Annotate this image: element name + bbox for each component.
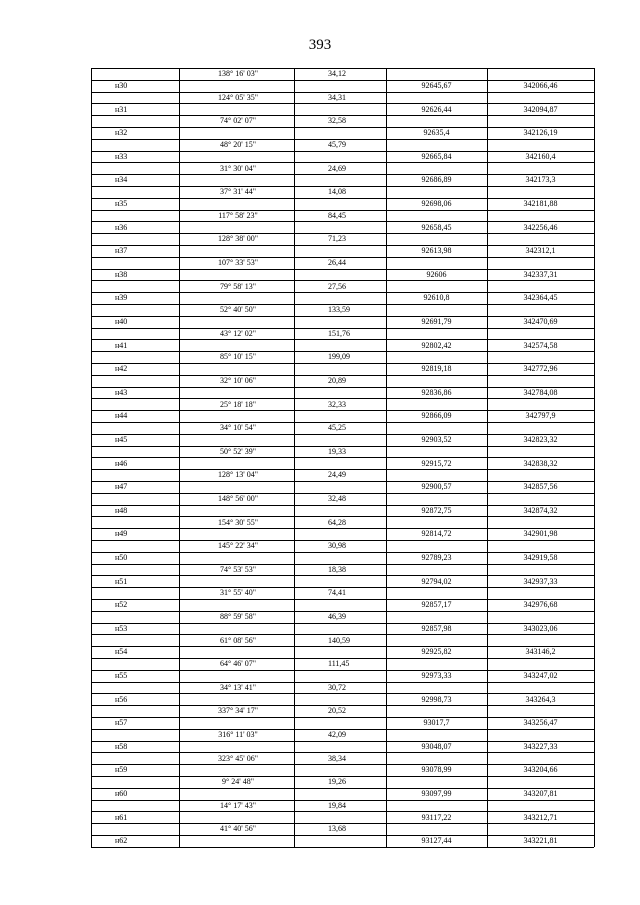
table-cell: 25° 18' 18" bbox=[220, 399, 256, 409]
table-cell: 342312,1 bbox=[525, 246, 556, 256]
table-cell: н38 bbox=[115, 269, 128, 279]
table-cell: 148° 56' 00" bbox=[218, 494, 258, 503]
table-cell: н51 bbox=[115, 576, 128, 586]
table-cell: н32 bbox=[115, 128, 128, 138]
table-cell: 92610,8 bbox=[423, 293, 450, 303]
table-cell: 64° 46' 07" bbox=[220, 659, 256, 669]
table-cell: 145° 22' 34" bbox=[218, 541, 258, 551]
table-cell: 343264,3 bbox=[525, 694, 556, 704]
table-cell: н61 bbox=[115, 812, 128, 822]
table-cell: 128° 38' 00" bbox=[218, 234, 258, 244]
table-cell: 30,72 bbox=[328, 682, 346, 692]
table-cell: 24,49 bbox=[328, 470, 346, 480]
table-cell: н33 bbox=[115, 151, 128, 161]
table-cell: н31 bbox=[115, 104, 128, 114]
table-cell: 342772,96 bbox=[523, 364, 558, 374]
table-cell: 14° 17' 43" bbox=[220, 800, 256, 810]
table-cell: н58 bbox=[115, 741, 128, 751]
table-cell: н57 bbox=[115, 718, 128, 728]
table-cell: 42,09 bbox=[328, 730, 346, 739]
page-number: 393 bbox=[308, 37, 332, 53]
table-cell: 27,56 bbox=[328, 281, 346, 291]
table-cell: 32,33 bbox=[328, 399, 346, 409]
table-cell: н47 bbox=[115, 482, 128, 492]
table-cell: н39 bbox=[115, 293, 128, 303]
table-cell: 93048,07 bbox=[421, 741, 452, 751]
table-cell: 26,44 bbox=[328, 258, 346, 267]
table-cell: 342874,32 bbox=[523, 505, 558, 515]
table-cell: 133,59 bbox=[328, 305, 350, 315]
table-cell: 342976,68 bbox=[523, 600, 558, 610]
table-cell: 41° 40' 56" bbox=[220, 824, 256, 834]
table-cell: н56 bbox=[115, 694, 128, 704]
table-cell: 79° 58' 13" bbox=[220, 281, 256, 291]
table-cell: 92658,45 bbox=[421, 222, 452, 232]
table-cell: 92613,98 bbox=[421, 246, 452, 256]
table-cell: 343256,47 bbox=[523, 718, 558, 728]
table-rule bbox=[487, 68, 488, 847]
table-cell: н48 bbox=[115, 505, 128, 515]
table-cell: 48° 20' 15" bbox=[220, 140, 256, 149]
table-cell: 92925,82 bbox=[421, 647, 452, 657]
table-cell: 93127,44 bbox=[421, 836, 452, 846]
table-cell: 92698,06 bbox=[421, 199, 452, 208]
table-cell: н54 bbox=[115, 647, 128, 657]
table-cell: 92998,73 bbox=[421, 694, 452, 704]
table-cell: 92903,52 bbox=[421, 435, 452, 444]
table-cell: 92857,17 bbox=[421, 600, 452, 610]
table-cell: 24,69 bbox=[328, 163, 346, 173]
table-cell: н37 bbox=[115, 246, 128, 256]
table-cell: 92645,67 bbox=[421, 81, 452, 90]
table-cell: 342126,19 bbox=[523, 128, 558, 138]
table-cell: н53 bbox=[115, 623, 128, 633]
table-cell: 64,28 bbox=[328, 517, 346, 527]
table-cell: 84,45 bbox=[328, 210, 346, 220]
table-rule bbox=[294, 68, 295, 847]
table-cell: 92973,33 bbox=[421, 671, 452, 680]
table-cell: н35 bbox=[115, 199, 128, 208]
table-cell: 93078,99 bbox=[421, 765, 452, 775]
table-cell: 34,31 bbox=[328, 92, 346, 102]
table-rule bbox=[179, 68, 180, 847]
table-cell: 140,59 bbox=[328, 635, 350, 645]
table-cell: 92802,42 bbox=[421, 340, 452, 350]
table-cell: 61° 08' 56" bbox=[220, 635, 256, 645]
table-cell: 342823,32 bbox=[523, 435, 558, 444]
table-cell: 343146,2 bbox=[525, 647, 556, 657]
table-cell: н46 bbox=[115, 458, 128, 468]
table-cell: 9° 24' 48" bbox=[222, 777, 254, 787]
table-cell: 342181,88 bbox=[523, 199, 558, 208]
table-cell: н41 bbox=[115, 340, 128, 350]
table-cell: 74° 02' 07" bbox=[220, 116, 256, 126]
table-cell: 92814,72 bbox=[421, 529, 452, 539]
table-cell: 85° 10' 15" bbox=[220, 352, 256, 362]
table-cell: 14,08 bbox=[328, 187, 346, 197]
table-cell: 343212,71 bbox=[523, 812, 558, 822]
table-cell: 31° 55' 40" bbox=[220, 588, 256, 598]
table-cell: 32° 10' 06" bbox=[220, 376, 256, 385]
table-cell: 92836,86 bbox=[421, 387, 452, 397]
table-cell: 342901,98 bbox=[523, 529, 558, 539]
table-cell: 34,12 bbox=[328, 69, 346, 79]
table-cell: н59 bbox=[115, 765, 128, 775]
table-cell: 50° 52' 39" bbox=[220, 446, 256, 456]
table-cell: н45 bbox=[115, 435, 128, 444]
table-cell: н44 bbox=[115, 411, 128, 421]
table-cell: н55 bbox=[115, 671, 128, 680]
table-cell: 38,34 bbox=[328, 753, 346, 763]
table-cell: 154° 30' 55" bbox=[218, 517, 258, 527]
table-cell: н52 bbox=[115, 600, 128, 610]
table-rule bbox=[386, 68, 387, 847]
table-cell: 20,52 bbox=[328, 706, 346, 716]
table-cell: 343023,06 bbox=[523, 623, 558, 633]
table-cell: 342364,45 bbox=[523, 293, 558, 303]
table-cell: 37° 31' 44" bbox=[220, 187, 256, 197]
table-cell: 124° 05' 35" bbox=[218, 92, 258, 102]
table-cell: 74,41 bbox=[328, 588, 346, 598]
table-cell: 92915,72 bbox=[421, 458, 452, 468]
table-cell: н50 bbox=[115, 553, 128, 562]
table-cell: 342173,3 bbox=[525, 175, 556, 185]
table-cell: 19,84 bbox=[328, 800, 346, 810]
table-cell: 31° 30' 04" bbox=[220, 163, 256, 173]
table-cell: 342094,87 bbox=[523, 104, 558, 114]
table-cell: 92794,02 bbox=[421, 576, 452, 586]
table-cell: 342470,69 bbox=[523, 317, 558, 326]
table-cell: 19,33 bbox=[328, 446, 346, 456]
table-cell: 92606 bbox=[426, 269, 447, 279]
table-cell: н42 bbox=[115, 364, 128, 374]
table-cell: н60 bbox=[115, 789, 128, 798]
table-cell: 34° 13' 41" bbox=[220, 682, 256, 692]
table-cell: 323° 45' 06" bbox=[218, 753, 258, 763]
table-cell: 32,58 bbox=[328, 116, 346, 126]
table-cell: 316° 11' 03" bbox=[218, 730, 258, 739]
table-cell: н62 bbox=[115, 836, 128, 846]
table-cell: 92866,09 bbox=[421, 411, 452, 421]
table-cell: 92857,98 bbox=[421, 623, 452, 633]
table-cell: 18,38 bbox=[328, 564, 346, 574]
table-cell: 343227,33 bbox=[523, 741, 558, 751]
table-cell: 342337,31 bbox=[523, 269, 558, 279]
table-cell: 92626,44 bbox=[421, 104, 452, 114]
table-cell: 20,89 bbox=[328, 376, 346, 385]
table-cell: 342838,32 bbox=[523, 458, 558, 468]
table-cell: 93117,22 bbox=[421, 812, 452, 822]
table-cell: 93017,7 bbox=[423, 718, 450, 728]
table-cell: 342160,4 bbox=[525, 151, 556, 161]
table-rule bbox=[594, 68, 595, 847]
table-cell: н34 bbox=[115, 175, 128, 185]
table-cell: 92691,79 bbox=[421, 317, 452, 326]
table-cell: н40 bbox=[115, 317, 128, 326]
table-rule bbox=[91, 68, 92, 847]
table-cell: 92872,75 bbox=[421, 505, 452, 515]
table-cell: н36 bbox=[115, 222, 128, 232]
table-cell: 343221,81 bbox=[523, 836, 558, 846]
table-cell: 13,68 bbox=[328, 824, 346, 834]
table-cell: 337° 34' 17" bbox=[218, 706, 258, 716]
table-cell: 46,39 bbox=[328, 612, 346, 621]
table-cell: 71,23 bbox=[328, 234, 346, 244]
table-cell: 52° 40' 50" bbox=[220, 305, 256, 315]
table-cell: 199,09 bbox=[328, 352, 350, 362]
table-cell: н30 bbox=[115, 81, 128, 90]
table-cell: 151,76 bbox=[328, 328, 350, 338]
table-cell: н49 bbox=[115, 529, 128, 539]
table-cell: 342919,58 bbox=[523, 553, 558, 562]
table-cell: 45,25 bbox=[328, 423, 346, 433]
table-cell: 343207,81 bbox=[523, 789, 558, 798]
table-cell: 43° 12' 02" bbox=[220, 328, 256, 338]
table-cell: 138° 16' 03" bbox=[218, 69, 258, 79]
table-cell: 343204,66 bbox=[523, 765, 558, 775]
table-cell: 92900,57 bbox=[421, 482, 452, 492]
table-cell: 74° 53' 53" bbox=[220, 564, 256, 574]
table-cell: 34° 10' 54" bbox=[220, 423, 256, 433]
table-cell: 117° 58' 23" bbox=[218, 210, 258, 220]
table-cell: 343247,02 bbox=[523, 671, 558, 680]
table-cell: 93097,99 bbox=[421, 789, 452, 798]
coordinates-table bbox=[91, 68, 594, 847]
table-cell: 30,98 bbox=[328, 541, 346, 551]
table-rule bbox=[91, 847, 594, 848]
table-cell: 19,26 bbox=[328, 777, 346, 787]
table-cell: 32,48 bbox=[328, 494, 346, 503]
table-cell: 92665,84 bbox=[421, 151, 452, 161]
table-cell: н43 bbox=[115, 387, 128, 397]
table-cell: 342797,9 bbox=[525, 411, 556, 421]
table-cell: 342857,56 bbox=[523, 482, 558, 492]
table-cell: 342066,46 bbox=[523, 81, 558, 90]
table-cell: 111,45 bbox=[328, 659, 350, 669]
table-cell: 342574,58 bbox=[523, 340, 558, 350]
table-cell: 88° 59' 58" bbox=[220, 612, 256, 621]
table-cell: 92686,89 bbox=[421, 175, 452, 185]
table-cell: 92789,23 bbox=[421, 553, 452, 562]
table-cell: 92635,4 bbox=[423, 128, 450, 138]
table-cell: 342784,08 bbox=[523, 387, 558, 397]
table-cell: 92819,18 bbox=[421, 364, 452, 374]
table-cell: 342256,46 bbox=[523, 222, 558, 232]
table-cell: 128° 13' 04" bbox=[218, 470, 258, 480]
table-cell: 342937,33 bbox=[523, 576, 558, 586]
table-cell: 107° 33' 53" bbox=[218, 258, 258, 267]
table-cell: 45,79 bbox=[328, 140, 346, 149]
